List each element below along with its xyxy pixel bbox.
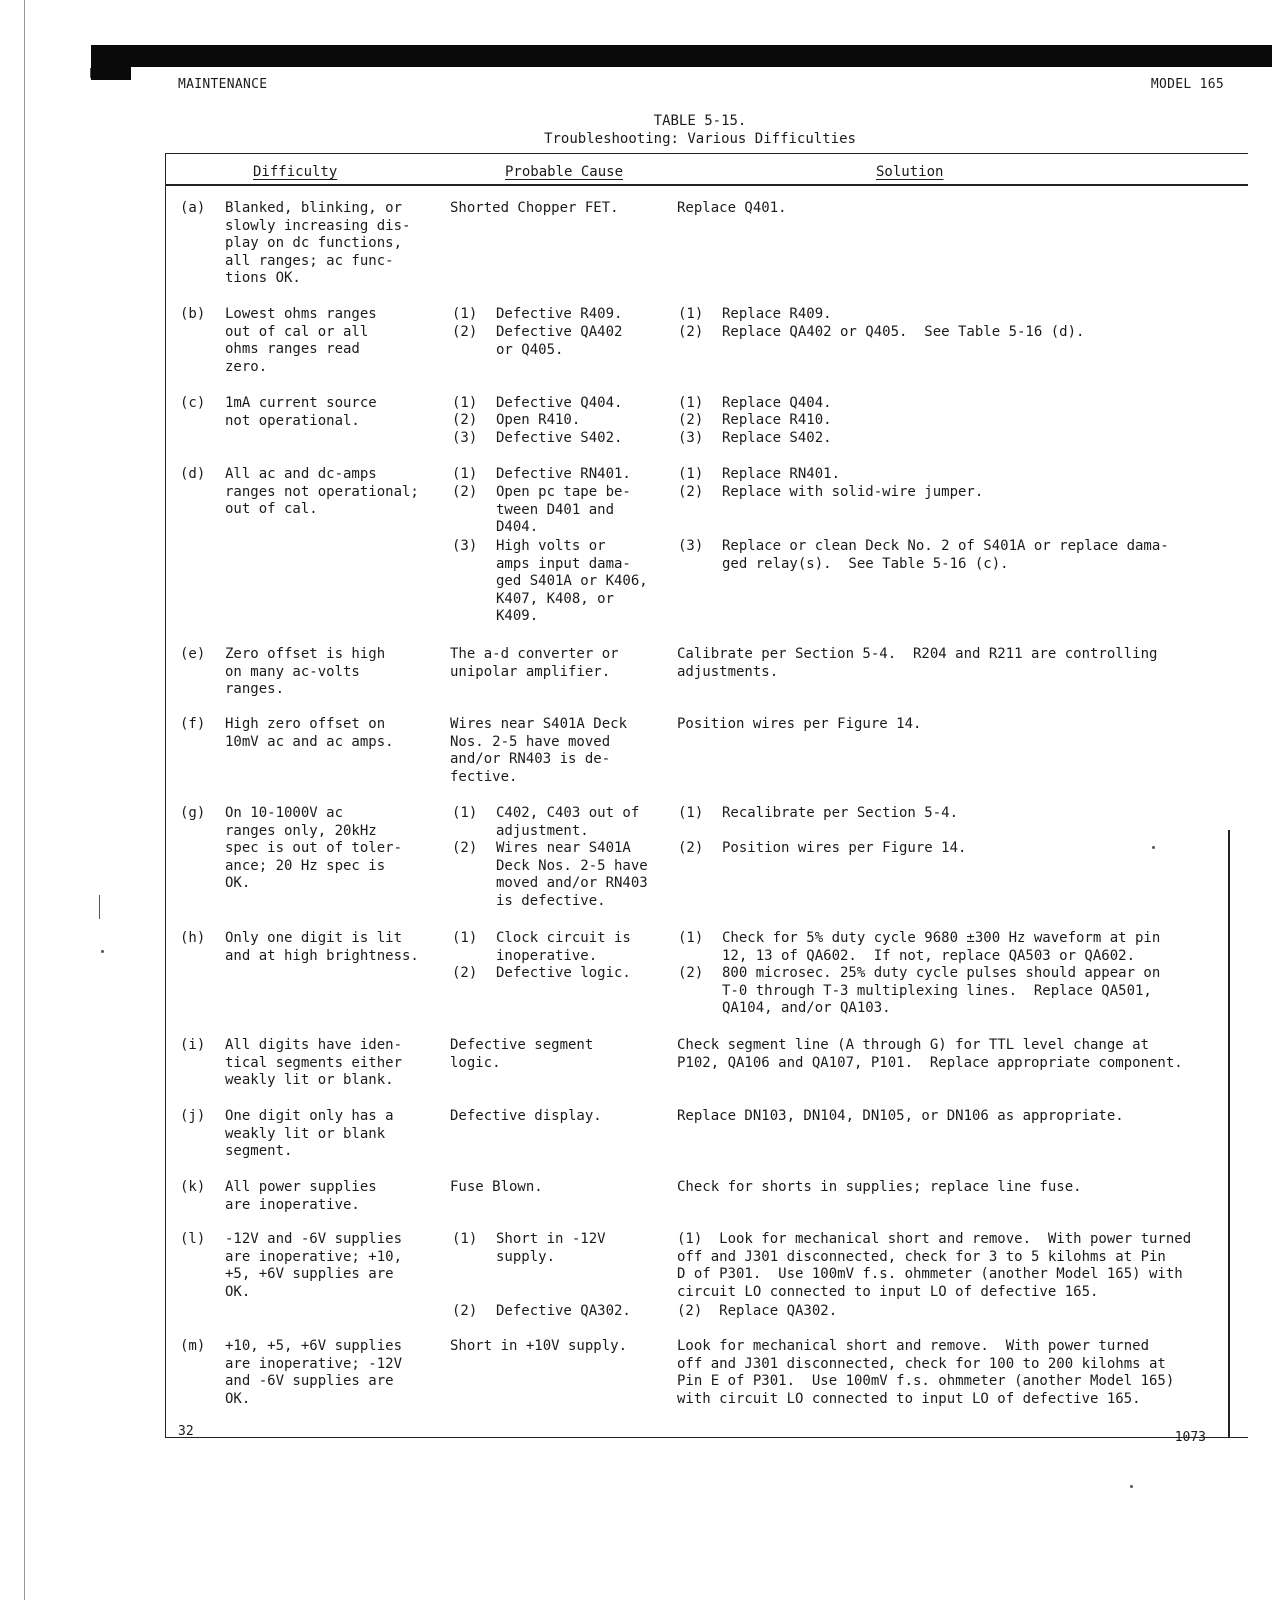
- sol-item-number: (3): [678, 538, 704, 554]
- row-letter: (e): [180, 646, 206, 662]
- difficulty-cell: Zero offset is high on many ac-volts ranges.: [225, 646, 386, 697]
- row-letter: (k): [180, 1179, 206, 1195]
- sol-item-text: Position wires per Figure 14.: [722, 840, 967, 856]
- sol-item-text: Replace Q404.: [722, 395, 832, 411]
- cause-item-text: High volts or amps input dama- ged S401A or K406, K407, K408, or K409.: [496, 538, 648, 624]
- sol-item-number: (2): [678, 412, 704, 428]
- sol-item-text: Check for shorts in supplies; replace line fuse.: [677, 1179, 1082, 1195]
- cause-item-text: Defective R409.: [496, 306, 623, 322]
- cause-item-number: (2): [452, 1303, 478, 1319]
- difficulty-cell: Blanked, blinking, or slowly increasing dis- play on dc functions, all ranges; ac func- tions OK.: [225, 200, 411, 286]
- difficulty-cell: Lowest ohms ranges out of cal or all ohms ranges read zero.: [225, 306, 377, 375]
- cause-item-number: (3): [452, 430, 478, 446]
- sol-item-text: Replace RN401.: [722, 466, 841, 482]
- sol-item-text: Look for mechanical short and remove. With power turned off and J301 disconnected, check for 100 to 200 kilohms at Pin E of P301. Use 100mV f.s. ohmmeter (another Model 165) with circuit LO connected to input LO of defective 165.: [677, 1338, 1175, 1407]
- scan-mark: [1130, 1485, 1133, 1488]
- model-header: MODEL 165: [1150, 77, 1224, 92]
- cause-item-text: Defective display.: [450, 1108, 602, 1124]
- sol-item-number: (2): [678, 965, 704, 981]
- table-subtitle: Troubleshooting: Various Difficulties: [544, 131, 856, 147]
- column-header-difficulty: Difficulty: [253, 164, 338, 180]
- row-letter: (c): [180, 395, 206, 411]
- cause-item-number: (1): [452, 1231, 478, 1247]
- sol-item-text: (2) Replace QA302.: [677, 1303, 838, 1319]
- cause-item-text: Shorted Chopper FET.: [450, 200, 619, 216]
- table-title: TABLE 5-15.: [653, 113, 747, 129]
- sol-item-number: (1): [678, 395, 704, 411]
- sol-item-number: (1): [678, 930, 704, 946]
- row-letter: (l): [180, 1231, 206, 1247]
- sol-item-number: (1): [678, 466, 704, 482]
- page-number: 32: [178, 1424, 194, 1439]
- sol-item-text: Replace with solid-wire jumper.: [722, 484, 984, 500]
- scan-mark: [101, 950, 104, 953]
- difficulty-cell: All ac and dc-amps ranges not operational; out of cal.: [225, 466, 419, 517]
- cause-item-text: Open pc tape be- tween D401 and D404.: [496, 484, 631, 535]
- difficulty-cell: High zero offset on 10mV ac and ac amps.: [225, 716, 394, 750]
- cause-item-text: Defective S402.: [496, 430, 623, 446]
- cause-item-text: Wires near S401A Deck Nos. 2-5 have moved and/or RN403 is defective.: [496, 840, 648, 909]
- cause-item-number: (2): [452, 965, 478, 981]
- cause-item-number: (2): [452, 412, 478, 428]
- cause-item-text: Clock circuit is inoperative.: [496, 930, 631, 964]
- sol-item-text: Replace R409.: [722, 306, 832, 322]
- sol-item-text: Position wires per Figure 14.: [677, 716, 922, 732]
- row-letter: (f): [180, 716, 206, 732]
- cause-item-text: Open R410.: [496, 412, 581, 428]
- difficulty-cell: On 10-1000V ac ranges only, 20kHz spec is out of toler- ance; 20 Hz spec is OK.: [225, 805, 403, 891]
- cause-item-text: Defective QA302.: [496, 1303, 631, 1319]
- cause-item-number: (3): [452, 538, 478, 554]
- cause-item-text: The a-d converter or unipolar amplifier.: [450, 646, 619, 680]
- cause-item-text: Defective RN401.: [496, 466, 631, 482]
- cause-item-number: (2): [452, 484, 478, 500]
- sol-item-text: Replace S402.: [722, 430, 832, 446]
- column-header-solution: Solution: [876, 164, 944, 180]
- cause-item-text: Short in +10V supply.: [450, 1338, 628, 1354]
- scan-mark: [90, 68, 91, 78]
- difficulty-cell: -12V and -6V supplies are inoperative; +10, +5, +6V supplies are OK.: [225, 1231, 403, 1300]
- sol-item-number: (3): [678, 430, 704, 446]
- cause-item-number: (1): [452, 306, 478, 322]
- difficulty-cell: +10, +5, +6V supplies are inoperative; -12V and -6V supplies are OK.: [225, 1338, 403, 1407]
- sol-item-text: 800 microsec. 25% duty cycle pulses should appear on T-0 through T-3 multiplexing lines. Replace QA501, QA104, and/or QA103.: [722, 965, 1161, 1016]
- sol-item-text: Calibrate per Section 5-4. R204 and R211 are controlling adjustments.: [677, 646, 1158, 680]
- row-letter: (a): [180, 200, 206, 216]
- sol-item-text: Replace R410.: [722, 412, 832, 428]
- row-letter: (h): [180, 930, 206, 946]
- cause-item-number: (1): [452, 466, 478, 482]
- sol-item-text: Check for 5% duty cycle 9680 ±300 Hz waveform at pin 12, 13 of QA602. If not, replace QA503 or QA602.: [722, 930, 1161, 964]
- header-rule-tab: [91, 58, 131, 80]
- row-letter: (b): [180, 306, 206, 322]
- sol-item-text: Replace DN103, DN104, DN105, or DN106 as appropriate.: [677, 1108, 1124, 1124]
- cause-item-text: Fuse Blown.: [450, 1179, 543, 1195]
- scan-edge: [24, 0, 25, 1600]
- sol-item-text: Recalibrate per Section 5-4.: [722, 805, 959, 821]
- cause-item-number: (2): [452, 840, 478, 856]
- cause-item-text: Defective Q404.: [496, 395, 623, 411]
- sol-item-number: (2): [678, 840, 704, 856]
- difficulty-cell: One digit only has a weakly lit or blank segment.: [225, 1108, 394, 1159]
- sol-item-number: (1): [678, 306, 704, 322]
- header-divider: [165, 184, 1248, 186]
- cause-item-number: (1): [452, 805, 478, 821]
- scan-mark: [99, 895, 100, 919]
- cause-item-text: C402, C403 out of adjustment.: [496, 805, 640, 839]
- cause-item-text: Short in -12V supply.: [496, 1231, 606, 1265]
- sol-item-text: Check segment line (A through G) for TTL level change at P102, QA106 and QA107, P101. Replace appropriate component.: [677, 1037, 1183, 1071]
- row-letter: (m): [180, 1338, 206, 1354]
- cause-item-number: (1): [452, 395, 478, 411]
- difficulty-cell: All digits have iden- tical segments either weakly lit or blank.: [225, 1037, 403, 1088]
- difficulty-cell: 1mA current source not operational.: [225, 395, 377, 429]
- header-rule: [91, 45, 1272, 67]
- document-number: 1073: [1174, 1430, 1206, 1445]
- column-header-cause: Probable Cause: [505, 164, 624, 180]
- cause-item-text: Defective logic.: [496, 965, 631, 981]
- cause-item-text: Defective QA402 or Q405.: [496, 324, 623, 358]
- sol-item-number: (2): [678, 484, 704, 500]
- cause-item-text: Defective segment logic.: [450, 1037, 594, 1071]
- cause-item-number: (1): [452, 930, 478, 946]
- table-right-border: [1228, 830, 1230, 1438]
- sol-item-number: (2): [678, 324, 704, 340]
- sol-item-text: Replace QA402 or Q405. See Table 5-16 (d).: [722, 324, 1085, 340]
- row-letter: (i): [180, 1037, 206, 1053]
- row-letter: (d): [180, 466, 206, 482]
- sol-item-text: Replace Q401.: [677, 200, 787, 216]
- sol-item-text: Replace or clean Deck No. 2 of S401A or replace dama- ged relay(s). See Table 5-16 (c).: [722, 538, 1169, 572]
- section-header: MAINTENANCE: [178, 77, 268, 92]
- difficulty-cell: All power supplies are inoperative.: [225, 1179, 377, 1213]
- row-letter: (j): [180, 1108, 206, 1124]
- cause-item-text: Wires near S401A Deck Nos. 2-5 have moved and/or RN403 is de- fective.: [450, 716, 628, 785]
- row-letter: (g): [180, 805, 206, 821]
- cause-item-number: (2): [452, 324, 478, 340]
- sol-item-number: (1): [678, 805, 704, 821]
- difficulty-cell: Only one digit is lit and at high brightness.: [225, 930, 419, 964]
- sol-item-text: (1) Look for mechanical short and remove. With power turned off and J301 disconnected, check for 3 to 5 kilohms at Pin D of P301. Use 100mV f.s. ohmmeter (another Model 165) with circuit LO connected to input LO of defective 165.: [677, 1231, 1192, 1300]
